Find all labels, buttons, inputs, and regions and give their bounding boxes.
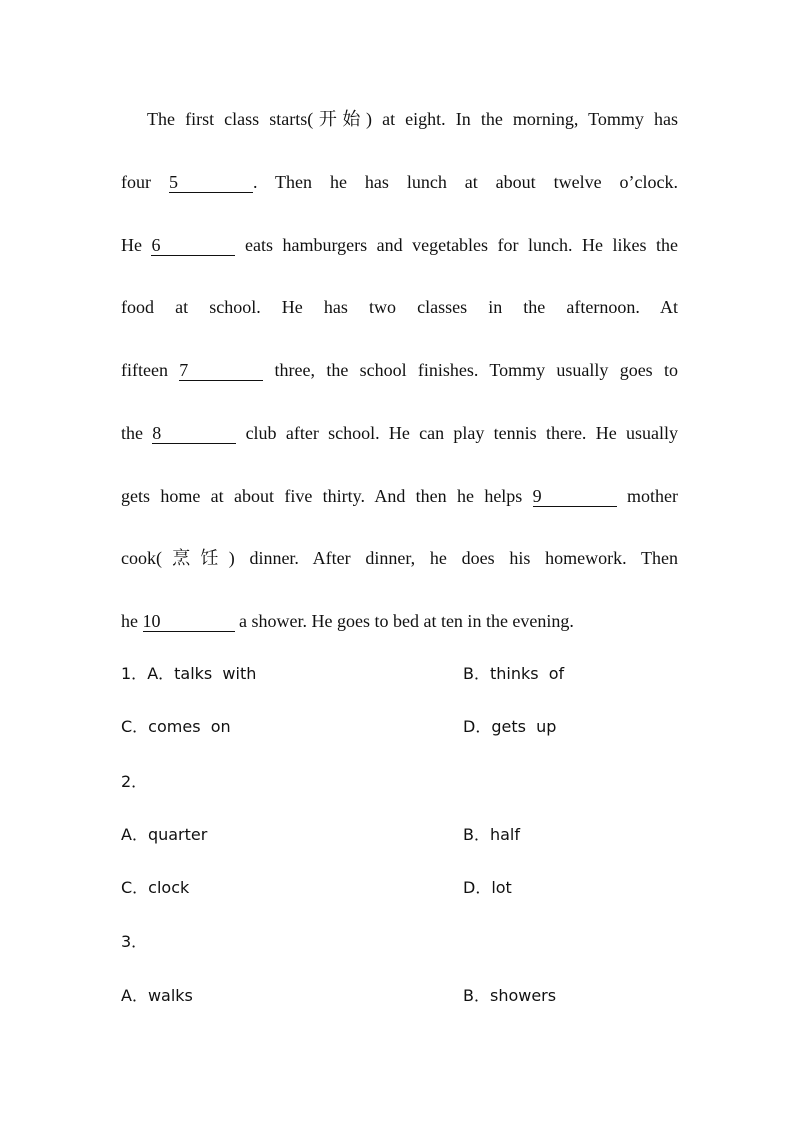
option-b[interactable]: B．half: [463, 825, 521, 844]
passage-text: the: [121, 423, 153, 443]
passage-line-3: [121, 233, 678, 257]
passage-text: gets home at about five thirty. And then he helps: [121, 486, 533, 506]
passage-text: four: [121, 172, 169, 192]
passage-text: . Then he has lunch at about twelve o’clock.: [252, 172, 678, 192]
option-b[interactable]: B．showers: [463, 986, 557, 1005]
passage-text: fifteen: [121, 360, 180, 380]
passage-line-7: [121, 484, 678, 508]
option-c[interactable]: C．clock: [121, 878, 190, 897]
option-b[interactable]: B．thinks of: [463, 664, 565, 683]
option-a[interactable]: A．walks: [121, 986, 193, 1005]
option-d[interactable]: D．gets up: [463, 717, 557, 736]
answer-blank-8: 8: [152, 423, 236, 444]
option-c[interactable]: C．comes on: [121, 717, 231, 736]
question-number: 1．: [121, 664, 148, 683]
option-d[interactable]: D．lot: [463, 878, 512, 897]
passage-line-4: [121, 295, 678, 319]
answer-blank-6: 6: [151, 235, 235, 256]
passage-text: The first class starts(开始) at eight. In the morning, Tommy has: [147, 109, 678, 129]
passage-line-9: [121, 609, 678, 633]
passage-text: food at school. He has two classes in the afternoon. At: [121, 297, 678, 317]
passage-text: eats hamburgers and vegetables for lunch. He likes the: [235, 235, 678, 255]
answer-blank-5: 5: [169, 172, 253, 193]
passage-line-1: [147, 107, 678, 131]
passage-text: a shower. He goes to bed at ten in the evening.: [234, 611, 574, 631]
answer-blank-9: 9: [533, 486, 617, 507]
passage-line-2: [121, 170, 678, 194]
passage-line-6: [121, 421, 678, 445]
option-a[interactable]: A．talks with: [147, 664, 257, 683]
passage-text: he: [121, 611, 143, 631]
passage-line-5: [121, 358, 678, 382]
passage-text: club after school. He can play tennis there. He usually: [236, 423, 678, 443]
answer-blank-10: 10: [143, 611, 235, 632]
question-1-row-ab: [121, 663, 256, 685]
option-a[interactable]: A．quarter: [121, 825, 208, 844]
passage-text: cook(烹饪) dinner. After dinner, he does his homework. Then: [121, 548, 678, 568]
question-number: 3．: [121, 932, 148, 951]
answer-blank-7: 7: [179, 360, 263, 381]
passage-line-8: [121, 546, 678, 570]
passage-text: three, the school finishes. Tommy usually goes to: [263, 360, 678, 380]
passage-text: mother: [616, 486, 678, 506]
passage-text: He: [121, 235, 152, 255]
question-number: 2．: [121, 772, 148, 791]
